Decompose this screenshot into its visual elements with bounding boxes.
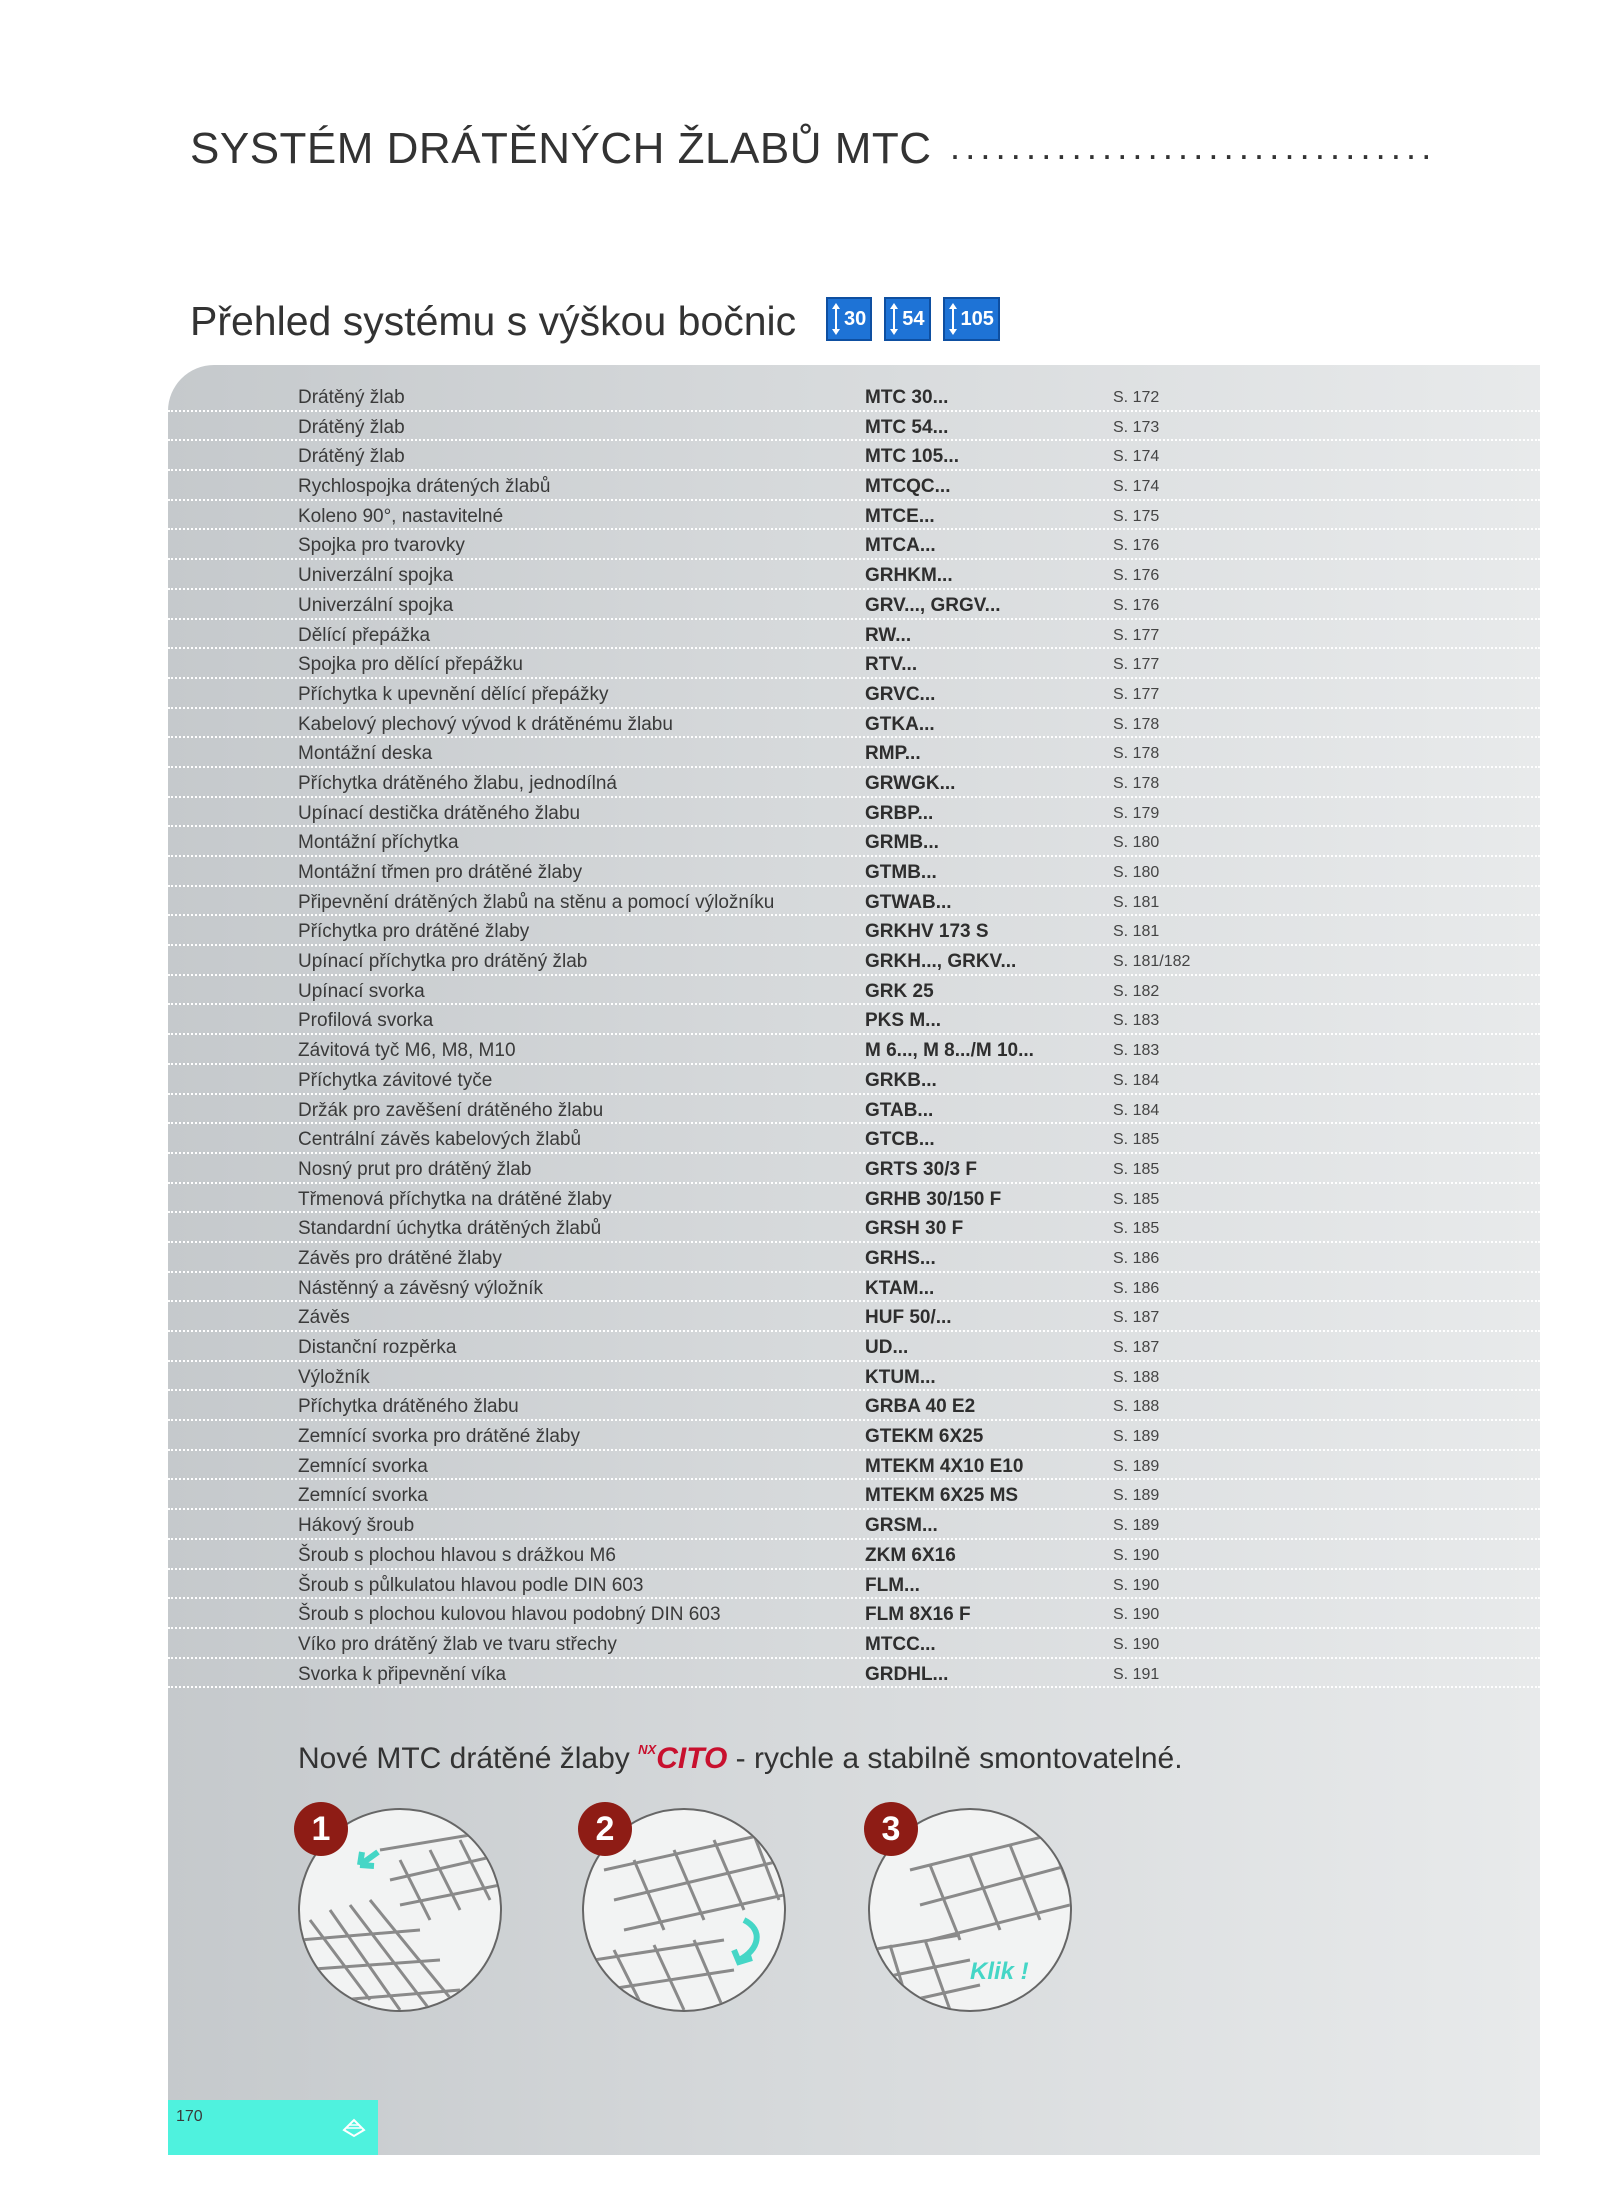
page-reference: S. 185 (1113, 1220, 1160, 1238)
table-row (168, 1124, 1540, 1154)
page-reference: S. 173 (1113, 418, 1160, 436)
page-reference: S. 181 (1113, 923, 1160, 941)
table-row (168, 649, 1540, 679)
table-row (168, 1540, 1540, 1570)
table-row (168, 501, 1540, 531)
table-row (168, 1451, 1540, 1481)
product-name: Centrální závěs kabelových žlabů (298, 1129, 582, 1151)
product-name: Dělící přepážka (298, 624, 431, 646)
promo-line (298, 1742, 1183, 1776)
product-code: GTEKM 6X25 (865, 1426, 984, 1448)
product-name: Drátěný žlab (298, 446, 405, 468)
product-name: Montážní třmen pro drátěné žlaby (298, 862, 583, 883)
product-name: Zemnící svorka pro drátěné žlaby (298, 1426, 580, 1448)
table-row (168, 560, 1540, 590)
footer-page-tab (168, 2100, 378, 2155)
page-reference: S. 176 (1113, 537, 1160, 555)
product-name: Spojka pro dělící přepážku (298, 654, 523, 676)
product-name: Kabelový plechový vývod k drátěnému žlabu (298, 713, 673, 735)
table-row (168, 620, 1540, 650)
product-code: GRKHV 173 S (865, 921, 989, 943)
product-code: GRHS... (865, 1247, 936, 1269)
page-reference: S. 190 (1113, 1635, 1160, 1653)
product-name: Víko pro drátěný žlab ve tvaru střechy (298, 1633, 617, 1655)
product-name: Šroub s plochou hlavou s drážkou M6 (298, 1544, 616, 1566)
product-code: MTC 105... (865, 446, 959, 468)
table-row (168, 1065, 1540, 1095)
product-name: Výložník (298, 1366, 370, 1388)
page-reference: S. 177 (1113, 685, 1160, 703)
product-code: FLM... (865, 1574, 920, 1596)
product-code: GTWAB... (865, 891, 952, 913)
product-code: GTKA... (865, 713, 935, 735)
page-reference: S. 185 (1113, 1131, 1160, 1149)
page-reference: S. 186 (1113, 1279, 1160, 1297)
table-row (168, 1332, 1540, 1362)
page-reference: S. 191 (1113, 1665, 1160, 1683)
product-code: MTCQC... (865, 476, 951, 498)
product-name: Nosný prut pro drátěný žlab (298, 1158, 532, 1180)
table-row (168, 946, 1540, 976)
page-reference: S. 176 (1113, 567, 1160, 585)
table-row (168, 709, 1540, 739)
product-code: PKS M... (865, 1010, 942, 1032)
page-reference: S. 189 (1113, 1457, 1160, 1475)
product-code: RTV... (865, 654, 918, 676)
product-code: GRVC... (865, 683, 936, 705)
cito-brand: CITO (656, 1742, 728, 1775)
page-reference: S. 181 (1113, 893, 1160, 911)
table-row (168, 1362, 1540, 1392)
product-name: Standardní úchytka drátěných žlabů (298, 1218, 602, 1240)
klik-label: Klik ! (970, 1958, 1029, 1985)
table-row (168, 412, 1540, 442)
product-code: KTAM... (865, 1277, 935, 1299)
product-name: Zemnící svorka (298, 1485, 428, 1507)
product-name: Univerzální spojka (298, 594, 454, 616)
table-row (168, 738, 1540, 768)
product-name: Drátěný žlab (298, 387, 405, 408)
product-code: GRHB 30/150 F (865, 1188, 1002, 1210)
product-name: Upínací destička drátěného žlabu (298, 802, 581, 824)
height-arrow-icon (830, 301, 842, 337)
product-name: Koleno 90°, nastavitelné (298, 505, 504, 527)
table-row (168, 382, 1540, 412)
page-reference: S. 190 (1113, 1546, 1160, 1564)
table-row (168, 1510, 1540, 1540)
product-name: Rychlospojka drátených žlabů (298, 476, 551, 498)
cable-tray-icon (340, 2112, 368, 2140)
table-row (168, 679, 1540, 709)
height-arrow-icon (888, 301, 900, 337)
product-name: Třmenová příchytka na drátěné žlaby (298, 1188, 612, 1210)
page-reference: S. 185 (1113, 1190, 1160, 1208)
page-reference: S. 176 (1113, 596, 1160, 614)
page-reference: S. 174 (1113, 478, 1160, 496)
page-reference: S. 186 (1113, 1249, 1160, 1267)
step-number-badge: 3 (864, 1802, 918, 1856)
page-reference: S. 182 (1113, 982, 1160, 1000)
product-code: GTAB... (865, 1099, 934, 1121)
product-name: Šroub s půlkulatou hlavou podle DIN 603 (298, 1574, 644, 1596)
table-row (168, 1659, 1540, 1689)
product-code: RW... (865, 624, 912, 646)
page-reference: S. 190 (1113, 1576, 1160, 1594)
product-name: Drátěný žlab (298, 416, 405, 438)
product-code: GTCB... (865, 1129, 935, 1151)
table-row (168, 1273, 1540, 1303)
product-name: Šroub s plochou kulovou hlavou podobný DIN 603 (298, 1604, 721, 1626)
page-reference: S. 183 (1113, 1042, 1160, 1060)
page-reference: S. 188 (1113, 1398, 1160, 1416)
page-reference: S. 184 (1113, 1071, 1160, 1089)
page-reference: S. 177 (1113, 656, 1160, 674)
product-code: MTC 54... (865, 416, 949, 438)
table-row (168, 1599, 1540, 1629)
table-row (168, 1184, 1540, 1214)
product-code: RMP... (865, 743, 921, 765)
page-reference: S. 187 (1113, 1339, 1160, 1356)
product-name: Závitová tyč M6, M8, M10 (298, 1040, 516, 1062)
table-row (168, 857, 1540, 887)
table-row (168, 1005, 1540, 1035)
table-row (168, 1243, 1540, 1273)
product-name: Profilová svorka (298, 1010, 434, 1032)
product-code: GRKH..., GRKV... (865, 951, 1017, 973)
product-code: HUF 50/... (865, 1307, 952, 1329)
product-code: GRV..., GRGV... (865, 594, 1001, 616)
product-name: Příchytka drátěného žlabu, jednodílná (298, 772, 617, 794)
product-name: Držák pro zavěšení drátěného žlabu (298, 1099, 604, 1121)
promo-suffix: - rychle a stabilně smontovatelné. (727, 1742, 1183, 1775)
product-table (168, 382, 1540, 1688)
table-row (168, 1035, 1540, 1065)
table-row (168, 1391, 1540, 1421)
page-reference: S. 181/182 (1113, 953, 1191, 971)
product-name: Zemnící svorka (298, 1455, 428, 1477)
product-name: Distanční rozpěrka (298, 1337, 457, 1358)
table-row (168, 1421, 1540, 1451)
table-row (168, 471, 1540, 501)
product-code: GRHKM... (865, 565, 953, 587)
product-code: FLM 8X16 F (865, 1604, 971, 1626)
product-name: Upínací svorka (298, 980, 425, 1002)
table-row (168, 1480, 1540, 1510)
product-code: MTC 30... (865, 387, 949, 408)
promo-prefix: Nové MTC drátěné žlaby (298, 1742, 630, 1775)
product-name: Příchytka pro drátěné žlaby (298, 921, 530, 943)
step-1 (298, 1808, 502, 2012)
page-reference: S. 175 (1113, 507, 1160, 525)
page-reference: S. 180 (1113, 834, 1160, 852)
product-name: Příchytka k upevnění dělící přepážky (298, 683, 609, 705)
product-code: GTMB... (865, 862, 937, 883)
product-name: Upínací příchytka pro drátěný žlab (298, 951, 588, 973)
page-reference: S. 190 (1113, 1606, 1160, 1624)
page-reference: S. 178 (1113, 715, 1160, 733)
product-name: Spojka pro tvarovky (298, 535, 465, 557)
product-code: UD... (865, 1337, 909, 1358)
product-code: GRDHL... (865, 1663, 949, 1685)
page-reference: S. 180 (1113, 864, 1160, 881)
height-badge-105 (943, 297, 1000, 341)
height-badge-30 (826, 297, 872, 341)
product-code: GRBA 40 E2 (865, 1396, 976, 1418)
product-name: Připevnění drátěných žlabů na stěnu a pomocí výložníku (298, 891, 775, 913)
product-code: GRMB... (865, 832, 939, 854)
table-row (168, 916, 1540, 946)
table-row (168, 530, 1540, 560)
step-number-badge: 1 (294, 1802, 348, 1856)
page-reference: S. 189 (1113, 1487, 1160, 1505)
height-badge-54 (884, 297, 930, 341)
page-reference: S. 174 (1113, 448, 1160, 466)
product-code: ZKM 6X16 (865, 1544, 956, 1566)
product-name: Závěs (298, 1307, 350, 1329)
product-code: MTEKM 4X10 E10 (865, 1455, 1024, 1477)
product-code: MTCC... (865, 1633, 936, 1655)
table-row (168, 827, 1540, 857)
product-name: Hákový šroub (298, 1515, 415, 1537)
page-reference: S. 172 (1113, 389, 1160, 406)
table-row (168, 1629, 1540, 1659)
table-row (168, 1154, 1540, 1184)
height-badges (826, 297, 1000, 341)
product-code: GRBP... (865, 802, 934, 824)
table-row (168, 441, 1540, 471)
product-code: M 6..., M 8.../M 10... (865, 1040, 1034, 1062)
product-name: Montážní příchytka (298, 832, 459, 854)
page-reference: S. 184 (1113, 1101, 1160, 1119)
step-number-badge: 2 (578, 1802, 632, 1856)
page-title: SYSTÉM DRÁTĚNÝCH ŽLABŮ MTC (190, 124, 932, 173)
product-name: Příchytka závitové tyče (298, 1069, 493, 1091)
table-row (168, 1213, 1540, 1243)
table-row (168, 887, 1540, 917)
table-row (168, 798, 1540, 828)
product-code: MTCE... (865, 505, 935, 527)
step-2 (582, 1808, 786, 2012)
product-code: GRSH 30 F (865, 1218, 964, 1240)
page-reference: S. 187 (1113, 1309, 1160, 1327)
nx-superscript: NX (638, 1742, 657, 1757)
page-reference: S. 183 (1113, 1012, 1160, 1030)
page-reference: S. 178 (1113, 745, 1160, 763)
table-row (168, 1302, 1540, 1332)
badge-label: 30 (844, 307, 867, 330)
page-reference: S. 185 (1113, 1160, 1160, 1178)
product-code: GRK 25 (865, 980, 934, 1002)
table-row (168, 590, 1540, 620)
page-reference: S. 188 (1113, 1368, 1160, 1386)
page-reference: S. 189 (1113, 1517, 1160, 1535)
badge-label: 54 (902, 307, 925, 330)
table-row (168, 1570, 1540, 1600)
step-3 (868, 1808, 1072, 2012)
product-name: Závěs pro drátěné žlaby (298, 1247, 502, 1269)
product-code: GRKB... (865, 1069, 937, 1091)
table-row (168, 1095, 1540, 1125)
title-dot-leader: ................................ (950, 126, 1437, 167)
page-reference: S. 189 (1113, 1428, 1160, 1446)
page-reference: S. 178 (1113, 774, 1160, 792)
product-name: Příchytka drátěného žlabu (298, 1396, 519, 1418)
product-name: Montážní deska (298, 743, 433, 765)
product-code: KTUM... (865, 1366, 936, 1388)
section-subtitle: Přehled systému s výškou bočnic (190, 298, 797, 344)
page-reference: S. 179 (1113, 804, 1160, 822)
table-row (168, 976, 1540, 1006)
badge-label: 105 (960, 307, 994, 330)
product-code: GRWGK... (865, 772, 956, 794)
height-arrow-icon (947, 301, 959, 337)
table-row (168, 768, 1540, 798)
product-code: MTEKM 6X25 MS (865, 1485, 1019, 1507)
page-reference: S. 177 (1113, 626, 1160, 644)
product-code: GRTS 30/3 F (865, 1158, 977, 1180)
product-name: Nástěnný a závěsný výložník (298, 1277, 544, 1299)
product-code: MTCA... (865, 535, 936, 557)
product-code: GRSM... (865, 1515, 938, 1537)
product-name: Univerzální spojka (298, 565, 454, 587)
page-number: 170 (176, 2108, 203, 2125)
product-name: Svorka k připevnění víka (298, 1663, 507, 1685)
